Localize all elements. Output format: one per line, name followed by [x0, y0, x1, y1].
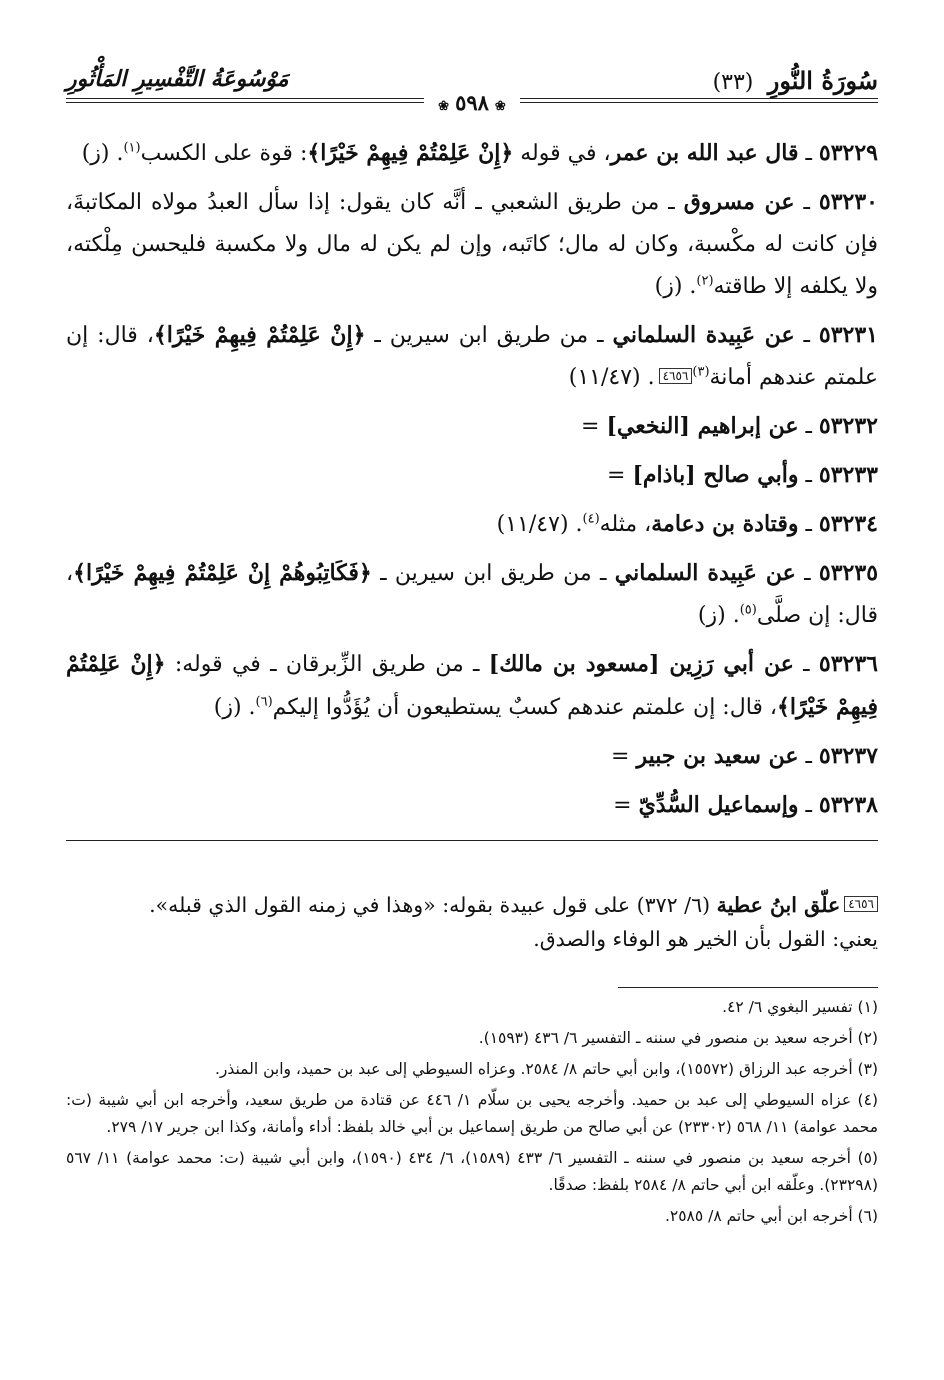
- narration-entry: [66, 405, 878, 448]
- text: . (١١/٤٧): [496, 512, 583, 537]
- text: : قوة على الكسب: [140, 141, 308, 166]
- page-number: ❀٥٩٨❀: [424, 90, 520, 115]
- commentary-block: [66, 888, 878, 956]
- narration-entry: [66, 503, 878, 546]
- text: . (ز): [81, 141, 124, 166]
- text: ـ من طريق ابن سيرين ـ: [371, 561, 615, 586]
- narration-number: ٥٣٢٣٨: [818, 792, 878, 818]
- text: . (١١/٤٧): [568, 365, 655, 390]
- narration-number: ٥٣٢٣١: [818, 322, 878, 348]
- bold-text: وقتادة بن دعامة: [651, 511, 799, 537]
- footnote: (٤) عزاه السيوطي إلى عبد بن حميد. وأخرجه يحيى بن سلّام ١/ ٤٤٦ عن قتادة من طريق سعيد، وأخرجه ابن أبي شيبة (ت: محمد عوامة) ١١/ ٥٦٨ (٢٣٣٠٢) عن أبي صالح من طريق إسماعيل بن أبي خالد بلفظ: أداء وأمانة، وكذا ابن جرير ١٧/ ٢٧٩.: [66, 1091, 878, 1136]
- text: =: [581, 414, 607, 439]
- bold-text: عن عَبِيدة السلماني: [614, 560, 796, 586]
- text: . (ز): [654, 274, 697, 299]
- bold-text: عن إبراهيم [النخعي]: [606, 413, 799, 439]
- text: . (ز): [213, 695, 256, 720]
- narration-entry: [66, 314, 878, 399]
- bold-text: عن أبي رَزِين [مسعود بن مالك]: [488, 651, 794, 677]
- bold-text: ﴿فَكَاتِبُوهُمْ إِنْ عَلِمْتُمْ فِيهِمْ خَيْرًا﴾: [73, 560, 372, 586]
- commentary-ref-box: ٤٦٥٦: [844, 896, 878, 912]
- text: ـ: [795, 561, 819, 586]
- series-title: مَوْسُوعَةُ التَّفْسِيرِ المَأْثُورِ: [66, 66, 289, 92]
- narration-list: [66, 132, 878, 833]
- narration-entry: [66, 735, 878, 778]
- text: ـ: [798, 793, 819, 818]
- footnote: (١) تفسير البغوي ٦/ ٤٢.: [722, 998, 878, 1016]
- text: ـ: [798, 744, 819, 769]
- narration-number: ٥٣٢٣٤: [818, 511, 878, 537]
- footnote-marker: (٦): [255, 694, 273, 710]
- narration-entry: [66, 181, 878, 308]
- text: ، في قوله: [513, 141, 611, 166]
- narration-number: ٥٣٢٣٣: [818, 462, 878, 488]
- text: ، مثله: [599, 512, 652, 537]
- commentary-ref-box: ٤٦٥٦: [659, 368, 693, 384]
- footnote-marker: (٤): [582, 511, 600, 527]
- bold-text: ﴿إِنْ عَلِمْتُمْ فِيهِمْ خَيْرًا﴾: [307, 140, 514, 166]
- footnote: (٢) أخرجه سعيد بن منصور في سننه ـ التفسير ٦/ ٤٣٦ (١٥٩٣).: [478, 1029, 878, 1047]
- text: =: [607, 463, 633, 488]
- narration-number: ٥٣٢٣٢: [818, 413, 878, 439]
- bold-text: عن مسروق: [683, 189, 795, 215]
- text: ـ: [794, 323, 819, 348]
- commentary-divider: [66, 840, 878, 841]
- narration-entry: [66, 552, 878, 637]
- footnote-marker: (٣): [692, 364, 710, 380]
- commentary-line: [66, 888, 878, 922]
- footnote: (٣) أخرجه عبد الرزاق (١٥٥٧٢)، وابن أبي حاتم ٨/ ٢٥٨٤. وعزاه السيوطي إلى عبد بن حميد، وابن المنذر.: [214, 1060, 878, 1078]
- text: ـ من طريق ابن سيرين ـ: [365, 323, 613, 348]
- narration-entry: [66, 784, 878, 827]
- bold-text: قال عبد الله بن عمر: [610, 140, 799, 166]
- text: ـ من طريق الشعبي ـ أنَّه كان يقول: إذا سأل العبدُ مولاه المكاتبةَ، فإن كانت له مكْسبة، وكان له مال؛ كاتَبه، وإن لم يكن له مال ولا مكسبة فليحسن مِلْكته، ولا يكلفه إلا طاقته: [66, 190, 878, 299]
- narration-number: ٥٣٢٣٥: [818, 560, 879, 586]
- text: ـ: [798, 463, 819, 488]
- bold-text: وأبي صالح [باذام]: [632, 462, 799, 488]
- footnote-marker: (١): [123, 140, 141, 156]
- document-page: [66, 52, 878, 1352]
- narration-entry: [66, 454, 878, 497]
- bold-text: عن عَبِيدة السلماني: [612, 322, 795, 348]
- narration-entry: [66, 643, 878, 729]
- bold-text: ﴿إِنْ عَلِمْتُمْ فِيهِمْ خَيْرًا﴾: [66, 651, 878, 720]
- narration-number: ٥٣٢٣٦: [818, 651, 878, 677]
- bold-text: وإسماعيل السُّدِّيّ: [638, 792, 799, 818]
- bold-text: عن سعيد بن جبير: [636, 743, 799, 769]
- footnote: (٥) أخرجه سعيد بن منصور في سننه ـ التفسير ٦/ ٤٣٣ (١٥٨٩)، ٦/ ٤٣٤ (١٥٩٠)، وابن أبي شيبة (ت: محمد عوامة) ١١/ ٥٦٧ (٢٣٢٩٨). وعلّقه ابن أبي حاتم ٨/ ٢٥٨٤ بلفظ: صدقًا.: [66, 1149, 879, 1194]
- footnote: (٦) أخرجه ابن أبي حاتم ٨/ ٢٥٨٥.: [664, 1207, 878, 1225]
- text: . (ز): [697, 603, 740, 628]
- text: ، قال: إن علمتم عندهم أمانة: [66, 323, 878, 390]
- narration-number: ٥٣٢٣٠: [818, 189, 878, 215]
- text: ـ: [798, 512, 819, 537]
- footnote-marker: (٢): [696, 273, 714, 289]
- surah-number: (٣٣): [712, 70, 754, 95]
- text: ـ: [793, 652, 819, 677]
- text: ـ: [794, 190, 819, 215]
- commentary-explanation: يعني: القول بأن الخير هو الوفاء والصدق.: [533, 927, 878, 951]
- ornament-icon: ❀: [438, 99, 450, 114]
- narration-entry: [66, 132, 878, 175]
- surah-name: سُورَةُ النُّورِ: [767, 66, 878, 95]
- narration-number: ٥٣٢٣٧: [818, 743, 878, 769]
- text: ، قال: إن صلَّى: [66, 561, 878, 628]
- text: =: [611, 744, 637, 769]
- ornament-icon: ❀: [494, 99, 506, 114]
- text: ـ من طريق الزِّبرقان ـ في قوله:: [165, 652, 489, 677]
- narration-number: ٥٣٢٢٩: [818, 140, 878, 166]
- text: ـ: [798, 414, 819, 439]
- text: ، قال: إن علمتم عندهم كسبٌ يستطيعون أن يُؤَدُّوا إليكم: [272, 695, 778, 720]
- footnote-marker: (٥): [739, 602, 757, 618]
- text: =: [613, 793, 639, 818]
- commentary-lead: علّق ابنُ عطية: [716, 893, 841, 917]
- text: ـ: [798, 141, 819, 166]
- footnotes: [66, 994, 878, 1234]
- footnote-divider: [618, 987, 878, 988]
- commentary-text: (٦/ ٣٧٢) على قول عبيدة بقوله: «وهذا في زمنه القول الذي قبله».: [149, 893, 717, 917]
- bold-text: ﴿إِنْ عَلِمْتُمْ فِيهِمْ خَيْرًا﴾: [153, 322, 366, 348]
